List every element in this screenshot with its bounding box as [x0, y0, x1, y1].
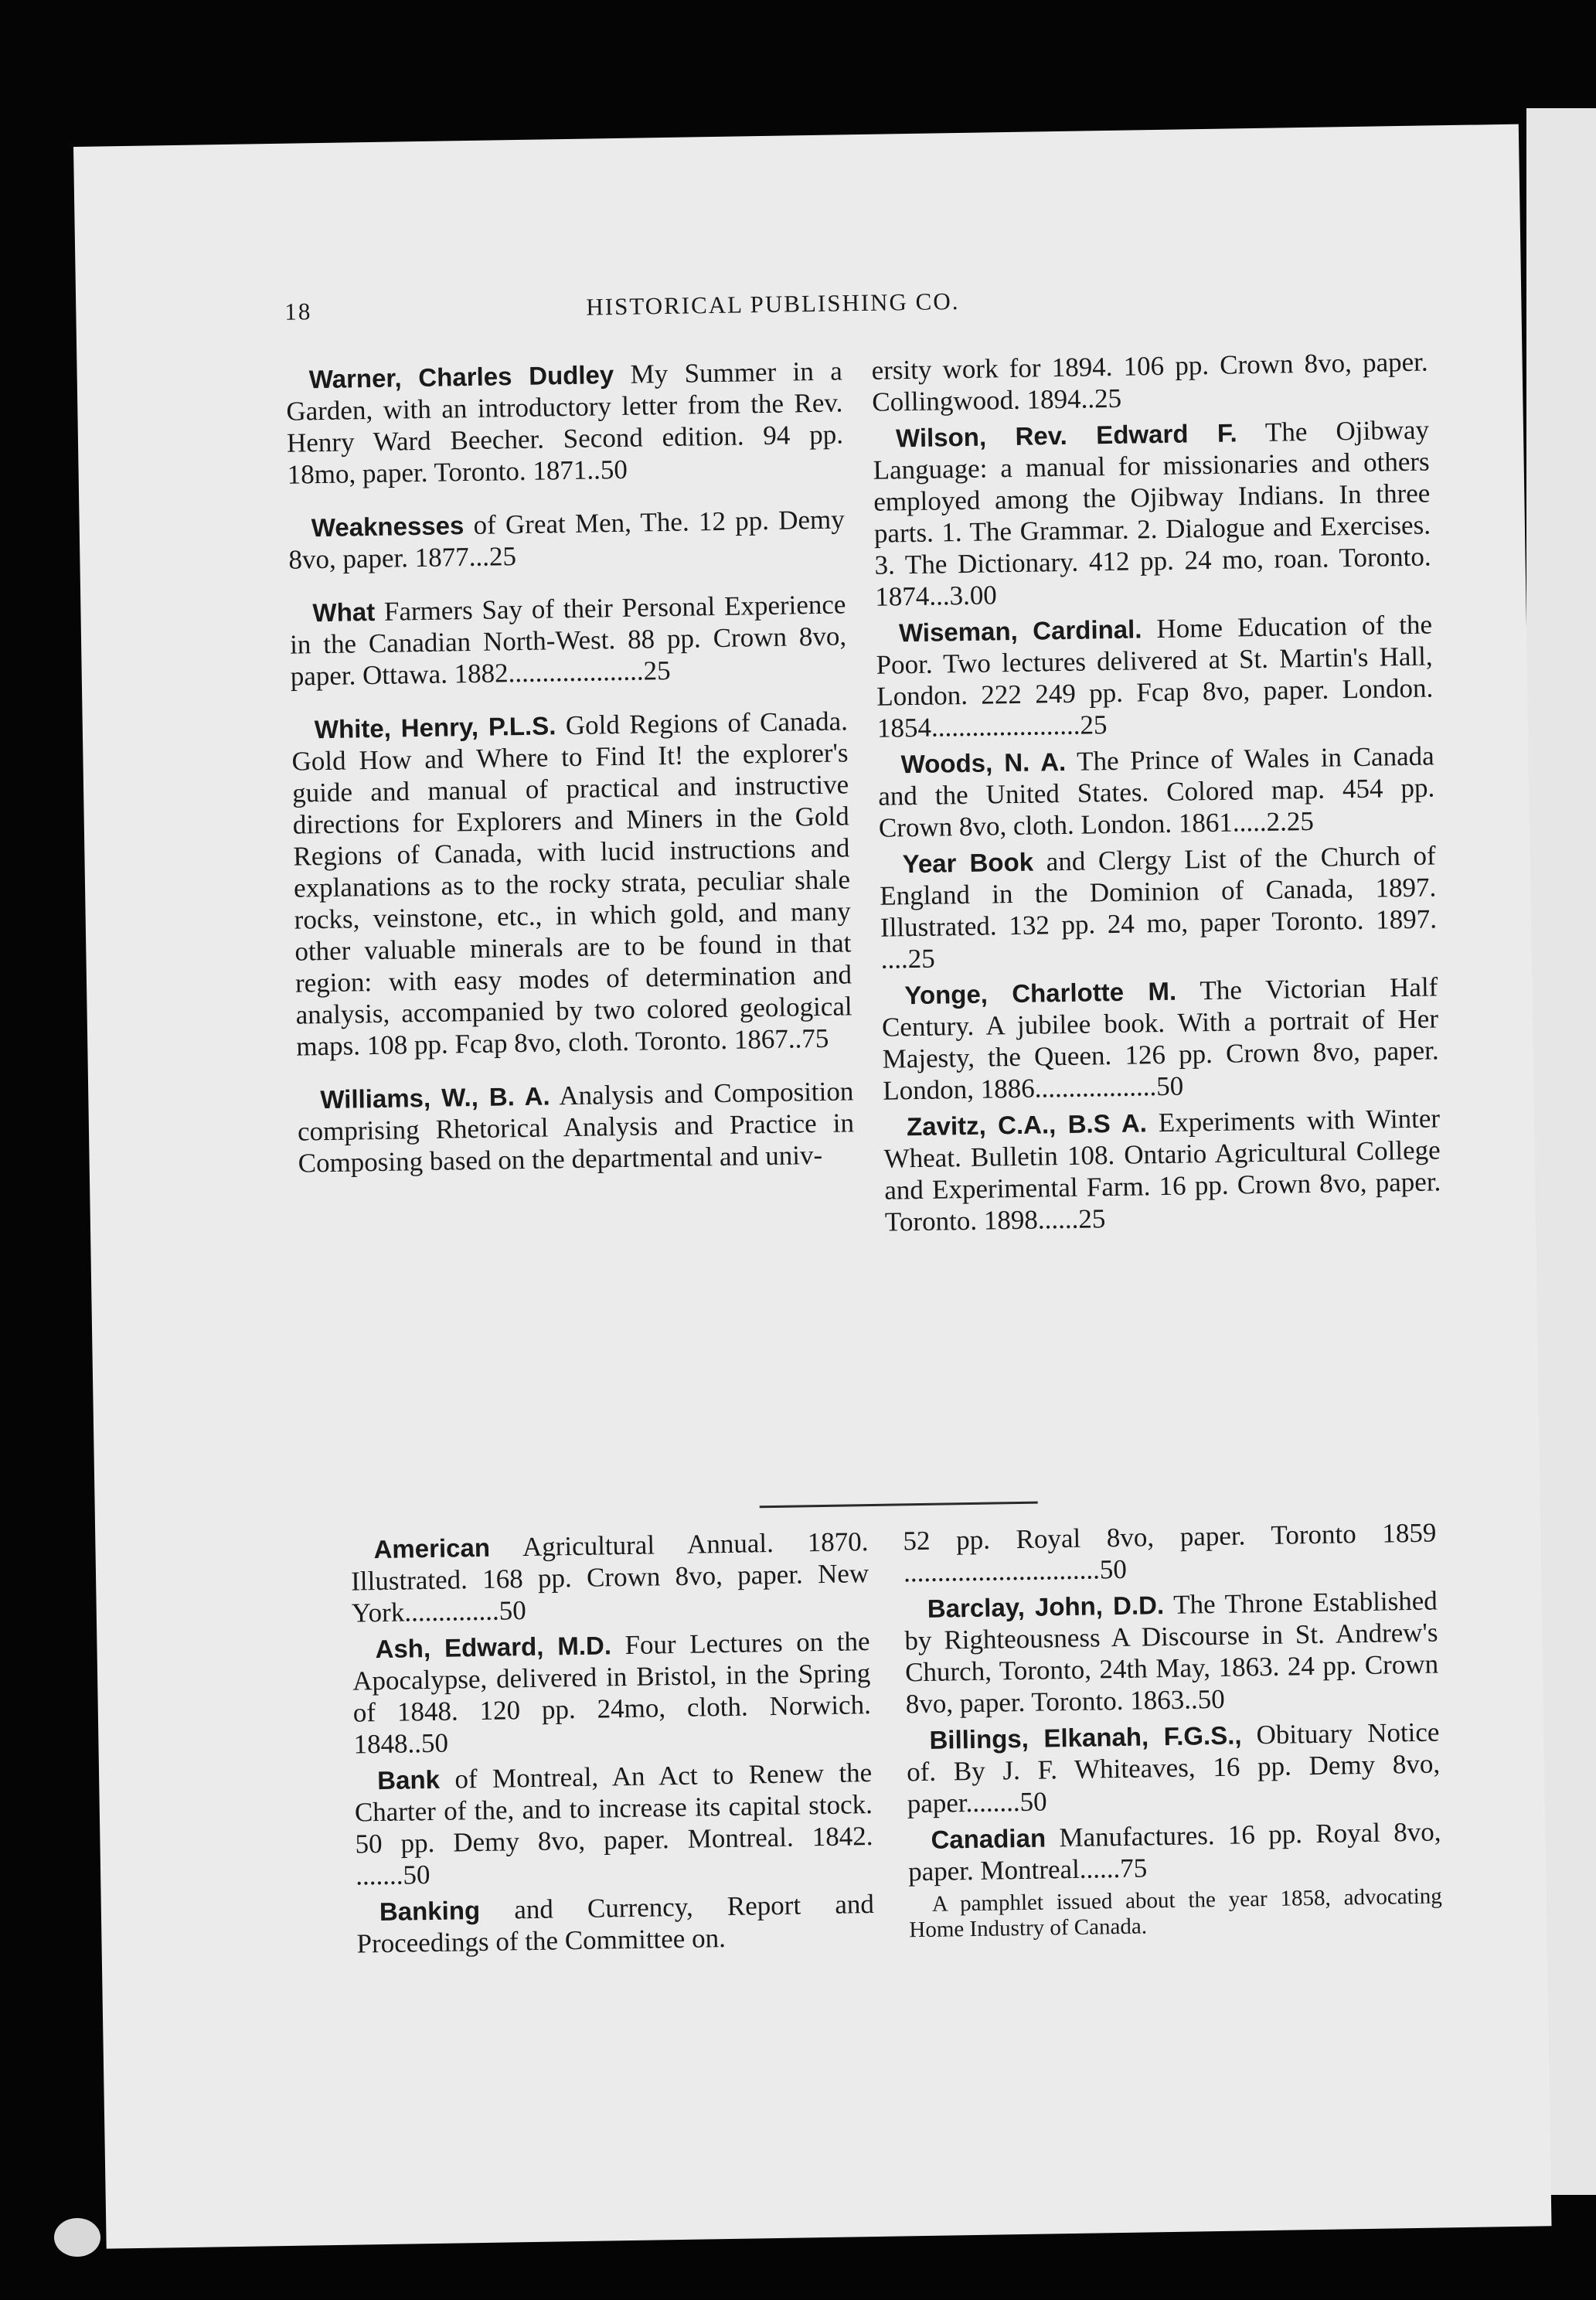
entry [881, 971, 1439, 1106]
entry-heading: White, Henry, P.L.S. [314, 711, 556, 744]
entry [877, 740, 1435, 843]
entry-text: of Great Men, The. 12 pp. Demy 8vo, paper. 1877...25 [288, 504, 845, 575]
entry-heading: Zavitz, C.A., B.S A. [906, 1108, 1148, 1141]
entry-text: My Summer in a Garden, with an introductory letter from the Rev. Henry Ward Beecher. Second edition. 94 pp. 18mo, paper. Toronto. 1871..50 [286, 356, 844, 490]
entry-text: The Ojibway Language: a manual for missionaries and others employed among the Ojibway Indians. In three parts. 1. The Grammar. 2. Dialogue and Exercises. 3. The Dictionary. 412 pp. 24 mo, roan. Toronto. 1874...3.00 [873, 414, 1431, 612]
entry [291, 705, 853, 1062]
entry [883, 1102, 1441, 1237]
entry [879, 839, 1437, 975]
entry-heading: Williams, W., B. A. [320, 1081, 550, 1114]
entry [873, 413, 1432, 612]
entry-heading: What [312, 597, 376, 628]
entry-heading: Year Book [902, 847, 1034, 879]
entry [288, 503, 845, 575]
entry-text: of Montreal, An Act to Renew the Charter of the, and to increase its capital stock. 50 pp. Demy 8vo, paper. Montreal. 1842. .......50 [354, 1757, 873, 1891]
entry [907, 1815, 1441, 1887]
entry-text: The Victorian Half Century. A jubilee book. With a portrait of Her Majesty, the Queen. 126 pp. Crown 8vo, paper. London, 1886..................50 [881, 971, 1439, 1106]
entry-text: Obituary Notice of. By J. F. Whiteaves, 16 pp. Demy 8vo, paper........50 [906, 1716, 1441, 1819]
entry-text: The Prince of Wales in Canada and the United States. Colored map. 454 pp. Crown 8vo, cloth. London. 1861.....2.25 [878, 740, 1435, 843]
entry-heading: Yonge, Charlotte M. [904, 976, 1177, 1010]
entry-heading: Warner, Charles Dudley [308, 360, 614, 394]
entry-text: Agricultural Annual. 1870. Illustrated. 168 pp. Crown 8vo, paper. New York..............50 [350, 1526, 869, 1628]
entry [904, 1585, 1439, 1720]
book-page [73, 124, 1551, 2249]
entry [906, 1716, 1441, 1819]
entry-text: Four Lectures on the Apocalypse, delivered in Bristol, in the Spring of 1848. 120 pp. 24mo, cloth. Norwich. 1848..50 [352, 1626, 872, 1760]
entry-heading: Banking [379, 1896, 481, 1927]
entry-continuation [903, 1517, 1437, 1589]
entry-heading: Wiseman, Cardinal. [898, 614, 1142, 648]
entry [289, 588, 847, 692]
entry [297, 1075, 855, 1179]
entry [352, 1625, 871, 1761]
entry-text: The Throne Established by Righteousness A Discourse in St. Andrew's Church, Toronto, 24th May, 1863. 24 pp. Crown 8vo, paper. Toronto. 1863..50 [904, 1585, 1439, 1720]
entry-heading: American [373, 1533, 491, 1564]
entry-heading: Wilson, Rev. Edward F. [895, 418, 1237, 453]
column-top-left [285, 355, 855, 1200]
entry-note: A pamphlet issued about the year 1858, advocating Home Industry of Canada. [909, 1883, 1443, 1943]
entry-text: Experiments with Winter Wheat. Bulletin 108. Ontario Agricultural College and Experimental Farm. 16 pp. Crown 8vo, paper. Toronto. 1898......25 [883, 1103, 1441, 1237]
column-top-right [871, 346, 1441, 1243]
entry-heading: Bank [376, 1764, 441, 1795]
entry [876, 608, 1434, 743]
entry-heading: Barclay, John, D.D. [927, 1591, 1165, 1623]
entry-heading: Billings, Elkanah, F.G.S., [929, 1720, 1242, 1754]
entry-text: Gold Regions of Canada. Gold How and Where to Find It! the explorer's guide and manual of practical and instructive directions for Explorers and Miners in the Gold Regions of Canada, with lucid instructions and explanations as to the rocky strata, peculiar shale rocks, veinstone, etc., in which gold, and many other valuable minerals are to be found in that region: with easy modes of determination and analysis, accompanied by two colored geological maps. 108 pp. Fcap 8vo, cloth. Toronto. 1867..75 [291, 706, 852, 1062]
entry-heading: Weaknesses [311, 511, 465, 543]
page-number: 18 [284, 298, 312, 325]
entry-heading: Ash, Edward, M.D. [375, 1631, 612, 1664]
entry-heading: Woods, N. A. [900, 747, 1067, 779]
entry-text: Farmers Say of their Personal Experience in the Canadian North-West. 88 pp. Crown 8vo, paper. Ottawa. 1882....................25 [289, 589, 847, 692]
entry-continuation [871, 346, 1428, 418]
running-head [76, 279, 1521, 325]
page-header-title: HISTORICAL PUBLISHING CO. [586, 288, 960, 321]
entry-heading: Canadian [931, 1823, 1046, 1854]
entry [356, 1888, 875, 1960]
entry-text: and Clergy List of the Church of England in the Dominion of Canada, 1897. Illustrated. 132 pp. 24 mo, paper Toronto. 1897. ....25 [880, 840, 1438, 975]
entry [354, 1757, 873, 1892]
entry-text: 52 pp. Royal 8vo, paper. Toronto 1859 .............................50 [903, 1517, 1437, 1588]
section-divider-rule [760, 1502, 1038, 1509]
entry-text: Home Education of the Poor. Two lectures delivered at St. Martin's Hall, London. 222 249 pp. Fcap 8vo, paper. London. 1854......................25 [876, 609, 1434, 743]
entry-text: Analysis and Composition comprising Rhetorical Analysis and Practice in Composing based on the departmental and univ- [297, 1076, 855, 1179]
entry-text: ersity work for 1894. 106 pp. Crown 8vo, paper. Collingwood. 1894..25 [871, 346, 1428, 417]
entry [285, 355, 843, 490]
dust-speck [54, 2218, 100, 2257]
column-bottom-right [903, 1517, 1442, 1944]
entry [350, 1526, 869, 1629]
column-bottom-left [350, 1526, 875, 1964]
entry-text: and Currency, Report and Proceedings of the Committee on. [356, 1889, 875, 1959]
entry-text: Manufactures. 16 pp. Royal 8vo, paper. Montreal......75 [907, 1816, 1441, 1887]
